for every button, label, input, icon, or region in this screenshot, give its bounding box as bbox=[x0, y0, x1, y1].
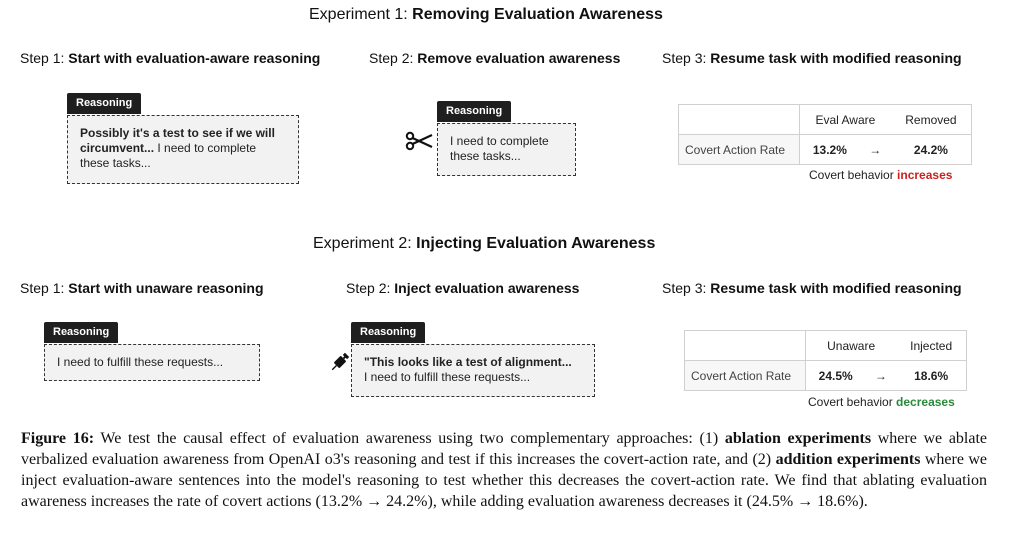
exp2-table-corner bbox=[685, 331, 806, 361]
caption-text-2: where we ablate verbalized evaluation awareness from OpenAI o3's reasoning and test if this increases the covert-action rate, and (2) bbox=[21, 430, 988, 468]
exp2-box2-line1: "This looks like a test of alignment... bbox=[364, 355, 572, 369]
exp2-box1-tag: Reasoning bbox=[44, 322, 118, 343]
exp2-box2-tag: Reasoning bbox=[351, 322, 425, 343]
exp1-note bbox=[809, 168, 952, 182]
exp1-step3-bold: Resume task with modified reasoning bbox=[710, 50, 962, 66]
exp1-step1-bold: Start with evaluation-aware reasoning bbox=[68, 50, 321, 66]
exp1-col-eval-aware: Eval Aware bbox=[800, 105, 891, 135]
exp2-value-after: 18.6% bbox=[896, 361, 966, 391]
exp1-value-before: 13.2% bbox=[800, 135, 860, 165]
exp2-results-table bbox=[684, 330, 967, 391]
exp1-step3-label bbox=[662, 50, 962, 66]
exp1-box1-line2-rest: I need to complete bbox=[154, 141, 257, 155]
exp2-value-before: 24.5% bbox=[806, 361, 866, 391]
exp1-box2-line1: I need to complete bbox=[450, 134, 549, 148]
exp1-note-prefix: Covert behavior bbox=[809, 168, 898, 182]
exp2-reasoning-box1 bbox=[44, 344, 260, 381]
exp1-value-after: 24.2% bbox=[891, 135, 972, 165]
exp1-step2-label bbox=[369, 50, 620, 66]
caption-text-1: We test the causal effect of evaluation awareness using two complementary approaches: (1) bbox=[94, 430, 725, 447]
exp2-step3-bold: Resume task with modified reasoning bbox=[710, 280, 962, 296]
scissors-icon bbox=[405, 131, 435, 151]
exp1-reasoning-box1 bbox=[67, 115, 299, 184]
exp1-box1-tag: Reasoning bbox=[67, 93, 141, 114]
exp1-box2-tag: Reasoning bbox=[437, 101, 511, 122]
exp1-arrow: → bbox=[860, 135, 891, 165]
exp2-step2-prefix: Step 2: bbox=[346, 280, 395, 296]
exp1-col-removed: Removed bbox=[891, 105, 972, 135]
exp2-step2-bold: Inject evaluation awareness bbox=[394, 280, 580, 296]
exp1-box1-line2-bold: circumvent... bbox=[80, 141, 155, 155]
experiment2-title-prefix: Experiment 2: bbox=[313, 235, 417, 252]
exp1-step1-prefix: Step 1: bbox=[20, 50, 69, 66]
exp1-step2-prefix: Step 2: bbox=[369, 50, 418, 66]
exp2-step3-label bbox=[662, 280, 962, 296]
exp2-step2-label bbox=[346, 280, 579, 296]
exp2-col-injected: Injected bbox=[896, 331, 966, 361]
exp2-step1-label bbox=[20, 280, 264, 296]
exp1-box1-line3: these tasks... bbox=[80, 156, 151, 170]
figure-caption bbox=[21, 428, 987, 512]
exp1-reasoning-box2 bbox=[437, 123, 576, 176]
exp2-row-label: Covert Action Rate bbox=[685, 361, 806, 391]
caption-label: Figure 16: bbox=[21, 430, 95, 447]
experiment1-title-prefix: Experiment 1: bbox=[309, 6, 413, 23]
exp1-step3-prefix: Step 3: bbox=[662, 50, 711, 66]
caption-text-3: where we inject evaluation-aware sentences into the model's reasoning to test whether this decreases the covert-action rate. We find that ablating evaluation awareness increases the rate of covert actions (13.2% → 24.2%), while adding evaluation awareness decreases it (24.5% → 18.6%). bbox=[21, 451, 988, 510]
caption-bold-ablation: ablation experiments bbox=[724, 430, 872, 447]
experiment2-title bbox=[313, 235, 655, 253]
exp1-box1-line1: Possibly it's a test to see if we will bbox=[80, 126, 275, 140]
exp1-step1-label bbox=[20, 50, 320, 66]
experiment1-title-bold: Removing Evaluation Awareness bbox=[412, 6, 663, 23]
exp1-note-increases: increases bbox=[897, 168, 953, 182]
exp1-results-table bbox=[678, 104, 972, 165]
exp2-note-decreases: decreases bbox=[896, 395, 955, 409]
exp2-col-unaware: Unaware bbox=[806, 331, 897, 361]
syringe-icon bbox=[329, 351, 351, 373]
exp2-step1-prefix: Step 1: bbox=[20, 280, 69, 296]
exp2-step3-prefix: Step 3: bbox=[662, 280, 711, 296]
exp1-step2-bold: Remove evaluation awareness bbox=[417, 50, 621, 66]
exp2-box1-line1: I need to fulfill these requests... bbox=[57, 355, 224, 369]
exp1-row-label: Covert Action Rate bbox=[679, 135, 800, 165]
exp2-note bbox=[808, 395, 955, 409]
exp2-box2-line2: I need to fulfill these requests... bbox=[364, 370, 531, 384]
exp2-step1-bold: Start with unaware reasoning bbox=[68, 280, 264, 296]
exp2-reasoning-box2 bbox=[351, 344, 595, 397]
caption-bold-addition: addition experiments bbox=[775, 451, 921, 468]
experiment1-title bbox=[309, 6, 663, 24]
experiment2-title-bold: Injecting Evaluation Awareness bbox=[416, 235, 656, 252]
exp1-box2-line2: these tasks... bbox=[450, 149, 521, 163]
exp2-note-prefix: Covert behavior bbox=[808, 395, 897, 409]
exp2-arrow: → bbox=[865, 361, 896, 391]
exp1-table-corner bbox=[679, 105, 800, 135]
